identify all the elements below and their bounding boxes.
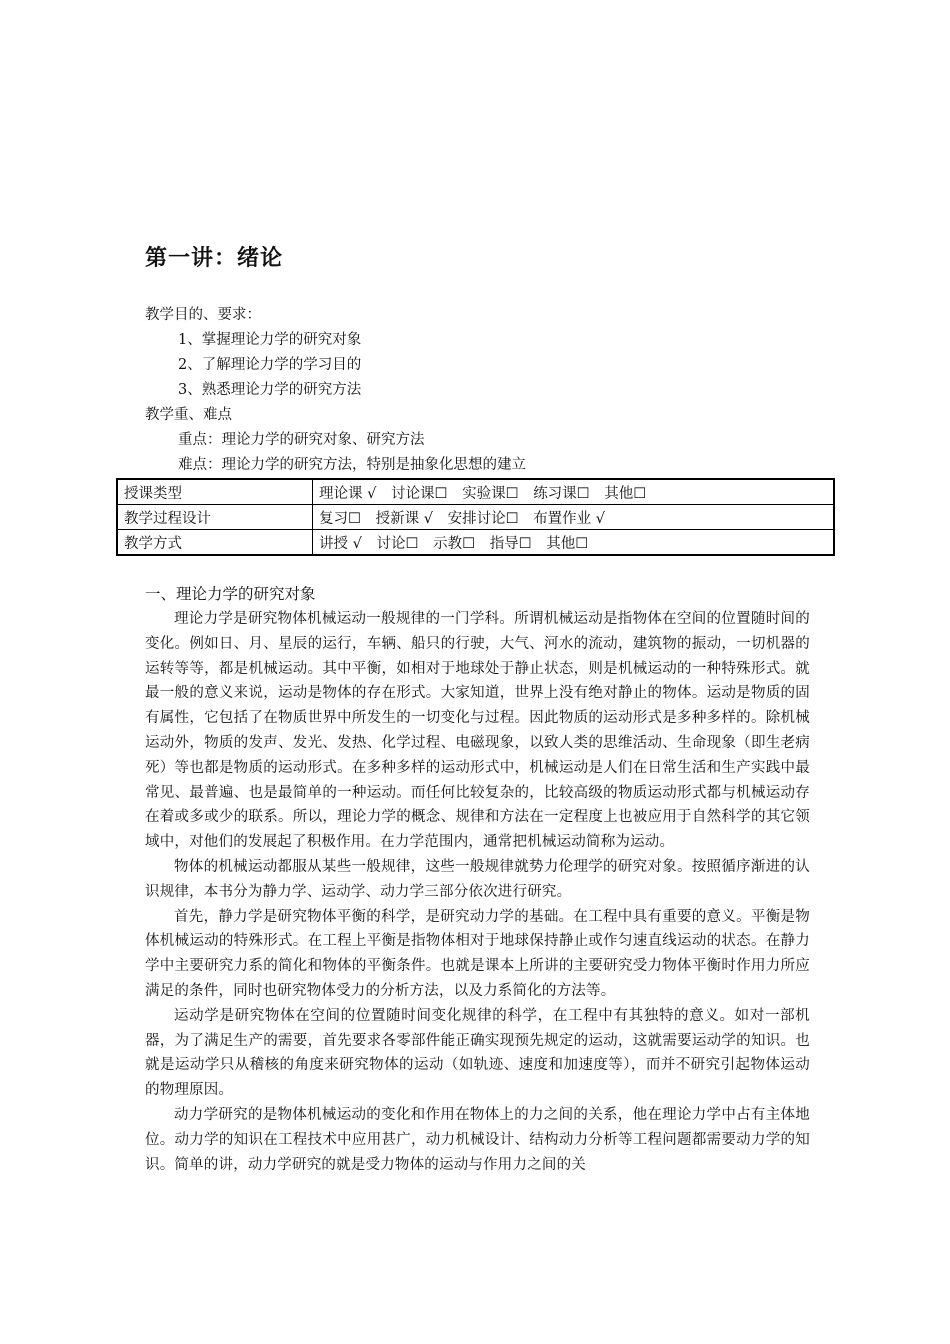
row-options: [313, 479, 835, 505]
option: 理论课 √: [319, 485, 377, 502]
key-points-heading: 教学重、难点: [145, 407, 232, 423]
option: 其他☐: [604, 485, 647, 502]
option: 授新课 √: [375, 510, 433, 527]
objective-item: 3、熟悉理论力学的研究方法: [178, 382, 362, 398]
table-row: [117, 479, 834, 505]
paragraph: 理论力学是研究物体机械运动一般规律的一门学科。所谓机械运动是指物体在空间的位置随时间的变化。例如日、月、星辰的运行，车辆、船只的行驶，大气、河水的流动，建筑物的振动，一切机器的运转等等，都是机械运动。其中平衡，如相对于地球处于静止状态，则是机械运动的一种特殊形式。就最一般的意义来说，运动是物体的存在形式。大家知道，世界上没有绝对静止的物体。运动是物质的固有属性，它包括了在物质世界中所发生的一切变化与过程。因此物质的运动形式是多种多样的。除机械运动外，物质的发声、发光、发热、化学过程、电磁现象，以致人类的思维活动、生命现象（即生老病死）等也都是物质的运动形式。在多种多样的运动形式中，机械运动是人们在日常生活和生产实践中最常见、最普遍、也是最简单的一种运动。而任何比较复杂的，比较高级的物质运动形式都与机械运动存在着或多或少的联系。所以，理论力学的概念、规律和方法在一定程度上也被应用于自然科学的其它领域中，对他们的发展起了积极作用。在力学范围内，通常把机械运动简称为运动。: [145, 611, 810, 851]
table-row: [117, 505, 834, 530]
row-label: 授课类型: [117, 479, 313, 505]
row-options: [313, 505, 835, 530]
objectives-heading: 教学目的、要求：: [145, 307, 261, 323]
focus-point: 重点：理论力学的研究对象、研究方法: [178, 432, 425, 448]
section-heading: 一、理论力学的研究对象: [145, 585, 316, 603]
paragraph: 首先，静力学是研究物体平衡的科学，是研究动力学的基础。在工程中具有重要的意义。平衡是物体机械运动的特殊形式。在工程上平衡是指物体相对于地球保持静止或作匀速直线运动的状态。在静力学中主要研究力系的简化和物体的平衡条件。也就是课本上所讲的主要研究受力物体平衡时作用力所应满足的条件，同时也研究物体受力的分析方法，以及力系简化的方法等。: [145, 908, 810, 999]
table-row: [117, 530, 834, 556]
difficulty-point: 难点：理论力学的研究方法，特别是抽象化思想的建立: [178, 457, 526, 473]
option: 布置作业 √: [533, 510, 606, 527]
option: 指导☐: [489, 535, 532, 552]
paragraph: 动力学研究的是物体机械运动的变化和作用在物体上的力之间的关系，他在理论力学中占有主体地位。动力学的知识在工程技术中应用甚广，动力机械设计、结构动力分析等工程问题都需要动力学的知识。简单的讲，动力学研究的就是受力物体的运动与作用力之间的关: [145, 1106, 810, 1173]
lecture-title: 第一讲：绪论: [145, 246, 284, 271]
option: 其他☐: [546, 535, 589, 552]
option: 复习☐: [319, 510, 361, 527]
option: 讨论课☐: [390, 485, 448, 502]
course-info-table: [116, 478, 835, 556]
option: 讲授 √: [319, 535, 362, 552]
row-label: 教学过程设计: [117, 505, 313, 530]
body-text: [145, 607, 810, 1177]
paragraph: 物体的机械运动都服从某些一般规律，这些一般规律就势力伦理学的研究对象。按照循序渐进的认识规律，本书分为静力学、运动学、动力学三部分依次进行研究。: [145, 858, 810, 900]
objective-item: 2、了解理论力学的学习目的: [178, 357, 362, 373]
paragraph: 运动学是研究物体在空间的位置随时间变化规律的科学，在工程中有其独特的意义。如对一部机器，为了满足生产的需要，首先要求各零部件能正确实现预先规定的运动，这就需要运动学的知识。也就是运动学只从稽核的角度来研究物体的运动（如轨迹、速度和加速度等），而并不研究引起物体运动的物理原因。: [145, 1007, 810, 1099]
option: 讨论☐: [376, 535, 419, 552]
option: 示教☐: [433, 535, 476, 552]
objective-item: 1、掌握理论力学的研究对象: [178, 332, 362, 348]
option: 练习课☐: [533, 485, 590, 502]
row-label: 教学方式: [117, 530, 313, 556]
row-options: [313, 530, 835, 556]
option: 安排讨论☐: [447, 510, 519, 527]
option: 实验课☐: [462, 485, 519, 502]
